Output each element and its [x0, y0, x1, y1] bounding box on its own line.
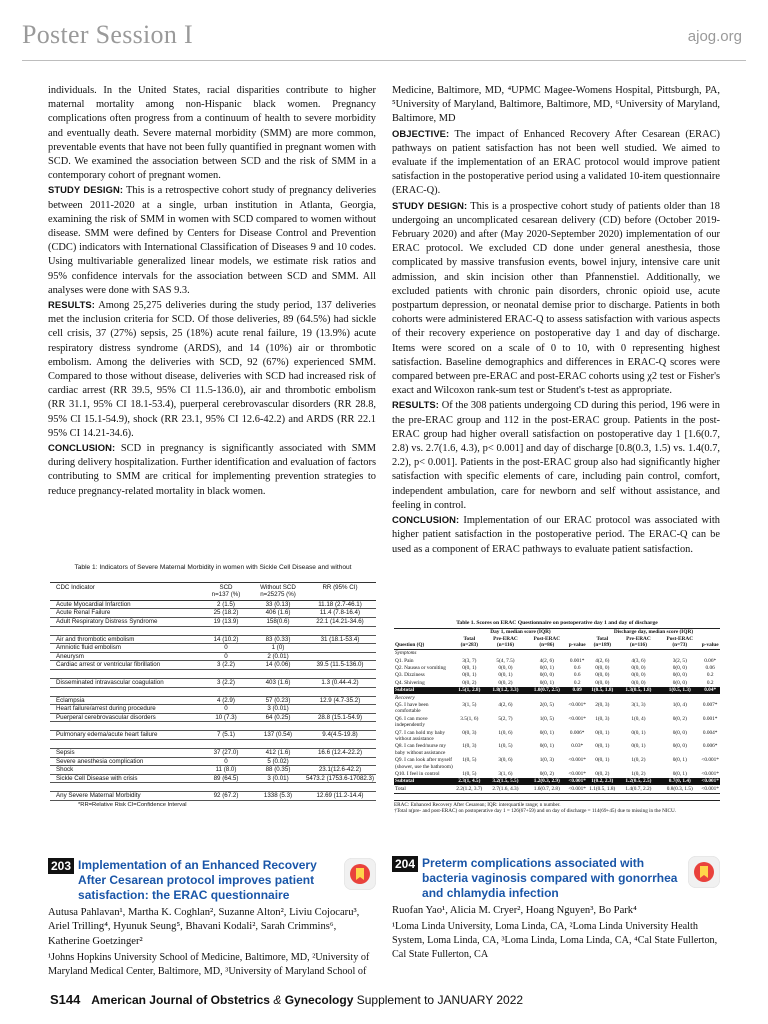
- table-cell-rr: 11.4 (7.8-16.4): [319, 609, 361, 617]
- table-cell-scd: 25 (18.2): [213, 609, 239, 617]
- table-cell-indicator: Adult Respiratory Distress Syndrome: [56, 617, 158, 625]
- table-cell-indicator: Pulmonary edema/acute heart failure: [56, 731, 158, 739]
- value-cell: 1(0.5, 1.8): [587, 687, 618, 694]
- value-cell: 3(3, 7): [462, 657, 477, 664]
- erac-table: [394, 628, 720, 793]
- table-cell-without: 158(0.6): [266, 617, 290, 625]
- header-column: Pre-ERAC (n=116): [493, 635, 518, 649]
- question-cell: Subtotal: [394, 687, 454, 694]
- right-column: [392, 84, 720, 557]
- table-cell-rr: 31 (18.1-53.4): [320, 635, 360, 643]
- table-row: [50, 678, 376, 688]
- value-cell: 1.1(0.5, 1.8): [589, 785, 616, 792]
- value-cell: 2(0, 5): [539, 701, 554, 708]
- affiliations-continued: Medicine, Baltimore, MD, ⁴UPMC Magee-Womens Hospital, Pittsburgh, PA, ⁵University of Maryland, Baltimore, Baltimore, MD, ⁶University of Maryland, Baltimore, MD: [392, 85, 720, 125]
- value-cell: <0.001*: [568, 785, 586, 792]
- conclusion-text: Implementation of our ERAC protocol was associated with higher patient satisfaction in the postoperative period. The ERAC-Q can be used as a component of ERAC pathways to evaluate patient satisfaction.: [392, 515, 720, 555]
- value-cell: 0.007*: [702, 701, 718, 708]
- value-cell: 0.7(0, 1.4): [659, 778, 700, 785]
- study-design-text: This is a retrospective cohort study of pregnancy deliveries between 2011-2020 at a single, urban institution in Atlanta, Georgia, examining the risk of SMM in women with SCD compared to women without disease. SMM were defined by Centers for Disease Control and Prevention (CDC) indicators with International Classification of Diseases 9 and 10 codes. Using multivariable generalized linear models, we estimate risk ratios and 95% confidence intervals for the association between SCD and SMM. All analyses were done with SAS 9.3.: [48, 185, 376, 296]
- question-cell: Q2. Nausea or vomiting: [395, 664, 446, 671]
- table-row: [394, 757, 720, 771]
- table-row: [50, 644, 376, 653]
- abstract-203-title-row: [48, 858, 376, 903]
- results-paragraph: [392, 398, 720, 513]
- value-cell: 0(0, 1): [539, 679, 554, 686]
- table-cell-indicator: Shock: [56, 766, 74, 774]
- table-cell-without: 3 (0.01): [267, 705, 289, 713]
- value-cell: 0.2: [706, 672, 714, 679]
- table-cell-rr: [304, 653, 376, 661]
- table-row: [394, 694, 720, 701]
- table-footnote: †Total n(pre- and post-ERAC) on postoperative day 1 = 126(67+59) and on day of discharge = 114(69+45) due to missing in the NICU.: [394, 808, 677, 815]
- table-row: [394, 687, 720, 694]
- value-cell: 0(0, 1): [595, 729, 610, 736]
- value-cell: 0(0, 3): [462, 729, 477, 736]
- question-cell: Total: [395, 785, 406, 792]
- value-cell: 0.001*: [569, 657, 585, 664]
- value-cell: 3.2(1.5, 5.5): [485, 778, 527, 785]
- table-cell-rr: 12.9 (4.7-35.2): [319, 696, 361, 704]
- header-column: Total (n=189): [593, 635, 611, 649]
- value-cell: <0.001*: [568, 757, 586, 764]
- value-cell: 3(2, 5): [672, 657, 687, 664]
- table-row: [394, 649, 720, 657]
- abstract-204-title-row: [392, 856, 720, 901]
- table-cell-indicator: Amniotic fluid embolism: [56, 644, 121, 652]
- value-cell: <0.001*: [568, 701, 586, 708]
- table-cell-without: 83 (0.33): [265, 635, 291, 643]
- header-question: Question (Q): [395, 642, 425, 649]
- value-cell: 1.4(0.7, 2.2): [625, 785, 652, 792]
- table-cell-indicator: Eclampsia: [56, 696, 85, 704]
- value-cell: 0(0, 1): [462, 664, 477, 671]
- header-column: Post-ERAC (n=73): [666, 635, 694, 649]
- value-cell: 0(0, 0): [631, 664, 646, 671]
- table-footnote: *RR=Relative Risk CI=Confidence Interval: [78, 801, 187, 808]
- value-cell: 4(3, 6): [631, 657, 646, 664]
- section-label: Recovery: [395, 694, 415, 701]
- value-cell: <0.001*: [568, 715, 586, 722]
- value-cell: 1(0, 3): [595, 715, 610, 722]
- table-cell-indicator: Air and thrombotic embolism: [56, 635, 135, 643]
- value-cell: 1(0, 4): [631, 715, 646, 722]
- abstract-203: [48, 858, 376, 979]
- value-cell: 3(1, 3): [631, 701, 646, 708]
- table-cell-indicator: Sepsis: [56, 748, 75, 756]
- table-caption: Table 1. Scores on ERAC Questionnaire on postoperative day 1 and day of discharge: [456, 620, 658, 626]
- header-divider: [22, 60, 746, 61]
- journal-name-end: Gynecology: [284, 993, 354, 1007]
- value-cell: 1(0, 5): [539, 715, 554, 722]
- table-row: [50, 609, 376, 618]
- table-cell-rr: [304, 705, 376, 713]
- results-text: Of the 308 patients undergoing CD during this period, 196 were in the pre-ERAC group and 112 in the post-ERAC group. Patients in the post-ERAC group had higher overall satisfaction on postoperative day 1 [1.6(0.7, 2.8) vs. 2.7(1.6, 4.3), p< 0.001] and day of discharge [0.8(0.3, 1.5) vs. 1.4(0.7, 2.2), p< 0.001]. Patients in the post-ERAC group also had significantly higher satisfaction with specific elements of care, including pain control, comfort, independent ambulation, care for newborn and self without assistance, and feeling in control.: [392, 400, 720, 511]
- value-cell: 0.001*: [702, 715, 718, 722]
- table-cell-scd: 0: [224, 652, 228, 660]
- value-cell: 0.006*: [702, 743, 718, 750]
- value-cell: 0(0, 0): [672, 679, 687, 686]
- value-cell: 1(0.5, 1.3): [659, 687, 700, 694]
- table-cell-scd: 14 (10.2): [213, 635, 239, 643]
- table-cell-rr: 9.4(4.5-19.8): [322, 731, 358, 739]
- table-row: [394, 701, 720, 715]
- study-design-text: This is a prospective cohort study of patients older than 18 undergoing an uncomplicated cesarean delivery (CD) before (October 2019-February 2020) and after (May 2020-September 2020) implementation of our ERAC protocol. We excluded CD done under general anesthesia, those complicated by massive transfusion events, bowel injury, intensive care unit admission, and skin incision other than Pfannenstiel. Additionally, we excluded patients with chronic pain disorders, chronic opioid use, acute postpartum depression, or neonatal demise prior to discharge. Patients in both cohorts were administered ERAC-Q to assess satisfaction with various aspects of their recovery experience on postoperative day 1 and day of discharge. Items were scored on a scale of 0 to 10, with 0 representing highest satisfaction. Baseline demographics and differences in ERAC-Q scores were compared between pre-ERAC and post-ERAC cohorts using χ2 test or Fisher's exact and Wilcoxon rank-sum test or Student's t-test as appropriate.: [392, 200, 720, 397]
- table-cell-indicator: Sickle Cell Disease with crisis: [56, 774, 138, 782]
- value-cell: 0(0, 0): [672, 672, 687, 679]
- value-cell: 0.6: [573, 672, 581, 679]
- header-column: Pre-ERAC (n=116): [626, 635, 651, 649]
- header-day1-group: Day 1, median score (IQR): [490, 629, 551, 636]
- table-row: [50, 696, 376, 706]
- question-cell: Q8. I can feed/nurse my baby without assistance: [395, 743, 447, 756]
- value-cell: 0(0, 1): [539, 743, 554, 750]
- table-row: [50, 758, 376, 767]
- question-cell: Q7. I can hold my baby without assistance: [395, 729, 446, 742]
- objective-label: OBJECTIVE:: [392, 127, 450, 139]
- table-cell-scd: 0: [224, 705, 228, 713]
- value-cell: 1.2(0.5, 2.5): [618, 778, 660, 785]
- value-cell: 0(0, 1): [539, 664, 554, 671]
- value-cell: 1.6(0.7, 2.8): [533, 785, 560, 792]
- table-row: [50, 748, 376, 758]
- value-cell: 0(0, 1): [462, 672, 477, 679]
- table-cell-rr: 5473.2 (1753.6-17082.3): [305, 774, 375, 782]
- value-cell: 0(0, 0): [631, 672, 646, 679]
- table-cell-indicator: Acute Renal Failure: [56, 609, 111, 617]
- table-footnote: ERAC: Enhanced Recovery After Cesarean; IQR: interquartile range; n number.: [394, 801, 561, 808]
- table-row: [394, 715, 720, 729]
- header-scd: SCD n=137 (%): [211, 583, 241, 599]
- table-cell-indicator: Heart failure/arrest during procedure: [56, 705, 156, 713]
- objective-text: The impact of Enhanced Recovery After Cesarean (ERAC) pathways on patient satisfaction has not been well studied. We aimed to evaluate if the implementation of an ERAC protocol would improve patient satisfaction in the postoperative period using a validated 10-item questionnaire (ERAC-Q).: [392, 128, 720, 197]
- abstract-affiliations: ¹Johns Hopkins University School of Medicine, Baltimore, MD, ²University of Maryland Medical Center, Baltimore, MD, ³University of Maryland School of: [48, 952, 370, 978]
- table-row: [50, 653, 376, 662]
- table-cell-rr: 22.1 (14.21-34.6): [316, 617, 364, 625]
- table-cell-scd: 2 (1.5): [217, 600, 235, 608]
- value-cell: 1.3(0.5, 1.8): [618, 687, 660, 694]
- abstract-authors: Ruofan Yao¹, Alicia M. Cryer², Hoang Nguyen³, Bo Park⁴: [392, 905, 637, 916]
- value-cell: 0(0, 1): [498, 672, 513, 679]
- table-cell-without: 412 (1.6): [265, 748, 291, 756]
- table-row: [50, 661, 376, 670]
- value-cell: 0(0, 1): [631, 743, 646, 750]
- table-cell-indicator: Disseminated intravascular coagulation: [56, 678, 164, 686]
- table-cell-without: 2 (0.01): [267, 652, 289, 660]
- study-design-paragraph: [392, 199, 720, 399]
- table-cell-without: 403 (1.6): [265, 678, 291, 686]
- value-cell: 2.2(1.2, 3.7): [456, 785, 483, 792]
- results-paragraph: [48, 298, 376, 441]
- table-cell-indicator: Severe anesthesia complication: [56, 757, 144, 765]
- table-cell-without: 5 (0.02): [267, 757, 289, 765]
- value-cell: 1(0, 3): [539, 757, 554, 764]
- value-cell: 0(0, 0): [595, 664, 610, 671]
- table-cell-scd: 37 (27.0): [213, 748, 239, 756]
- table-cell-scd: 19 (13.9): [213, 617, 239, 625]
- question-cell: Subtotal: [394, 778, 454, 785]
- value-cell: 2(0, 3): [595, 701, 610, 708]
- table-cell-rr: 28.8 (15.1-54.9): [317, 713, 363, 721]
- table-row: [50, 601, 376, 610]
- abstract-title-link[interactable]: Preterm complications associated with bacteria vaginosis compared with gonorrhea and chlamydia infection: [422, 856, 678, 900]
- value-cell: 1.0(0.7, 2.5): [526, 687, 567, 694]
- value-cell: 5(2, 7): [498, 715, 513, 722]
- question-cell: Q4. Shivering: [395, 679, 425, 686]
- conclusion-label: CONCLUSION:: [392, 514, 460, 526]
- value-cell: 0(0, 2): [595, 771, 610, 778]
- table-cell-rr: [304, 758, 376, 766]
- table-cell-indicator: Any Severe Maternal Morbidity: [56, 792, 141, 800]
- results-label: RESULTS:: [392, 399, 439, 411]
- value-cell: 1(0, 5): [498, 743, 513, 750]
- table-cell-without: 1338 (5.3): [263, 792, 293, 800]
- value-cell: <0.001*: [568, 778, 586, 785]
- question-cell: Q3. Dizziness: [395, 672, 425, 679]
- journal-site[interactable]: ajog.org: [687, 28, 742, 45]
- table-cell-without: 1 (0): [271, 644, 285, 652]
- table-row: [50, 791, 376, 801]
- table-cell-rr: 39.5 (11.5-136.0): [316, 661, 364, 669]
- table-cell-indicator: Aneurysm: [56, 652, 84, 660]
- table-row: [394, 679, 720, 686]
- section-label: Symptoms: [395, 650, 417, 657]
- header-indicator: CDC Indicator: [56, 583, 95, 591]
- question-cell: Q9. I can look after myself (shower, use the bathroom): [395, 757, 453, 770]
- header-column: Total (n=283): [460, 635, 479, 649]
- table-cell-scd: 3 (2.2): [217, 661, 235, 669]
- page-footer: [50, 992, 523, 1007]
- value-cell: 1.5(1, 2.8): [454, 687, 485, 694]
- value-cell: 1(0, 4): [672, 701, 687, 708]
- value-cell: 0(0, 1): [539, 729, 554, 736]
- table-row: [50, 714, 376, 723]
- table-cell-scd: 10 (7.3): [215, 713, 237, 721]
- value-cell: 0.004*: [702, 729, 718, 736]
- value-cell: 0(0, 2): [672, 715, 687, 722]
- conclusion-label: CONCLUSION:: [48, 442, 116, 454]
- table-row: [394, 778, 720, 785]
- question-cell: Q5. I have been comfortable: [395, 701, 429, 715]
- table-cell-scd: 0: [224, 757, 228, 765]
- abstract-number: 204: [392, 856, 418, 872]
- value-cell: 3(1, 5): [462, 701, 477, 708]
- conclusion-paragraph: [48, 441, 376, 499]
- value-cell: <0.001*: [701, 785, 719, 792]
- value-cell: 1(0, 3): [462, 743, 477, 750]
- running-header-title: Poster Session I: [22, 20, 193, 49]
- abstract-title-link[interactable]: Implementation of an Enhanced Recovery After Cesarean protocol improves patient satisfaction: the ERAC questionnaire: [78, 858, 317, 902]
- value-cell: 3(0, 6): [498, 757, 513, 764]
- table-cell-indicator: Cardiac arrest or ventricular fibrillation: [56, 661, 161, 669]
- objective-paragraph: [392, 127, 720, 199]
- conclusion-text: SCD in pregnancy is significantly associated with SMM during delivery hospitalization. Further identification and evaluation of factors contributing to SMM are critical for implementing prevention strategies to reduce pregnancy-related mortality in black women.: [48, 443, 376, 497]
- table-caption: Table 1: Indicators of Severe Maternal Morbidity in women with Sickle Cell Disease and without: [74, 564, 352, 571]
- table-cell-rr: [304, 644, 376, 652]
- table-row: [394, 664, 720, 671]
- journal-ampersand: &: [273, 993, 282, 1007]
- table-row: [50, 730, 376, 740]
- value-cell: 0(0, 1): [595, 757, 610, 764]
- table-cell-scd: 11 (8.0): [215, 766, 237, 774]
- table-cell-without: 88 (0.35): [265, 766, 291, 774]
- table-cell-rr: 16.6 (12.4-22.2): [317, 748, 363, 756]
- value-cell: 0(0, 2): [462, 679, 477, 686]
- value-cell: <0.001*: [701, 757, 719, 764]
- table-body: [50, 601, 376, 801]
- value-cell: 0(0, 2): [539, 771, 554, 778]
- value-cell: 0.03*: [571, 743, 584, 750]
- value-cell: 1(0, 5): [462, 757, 477, 764]
- header-column: p-value: [701, 642, 719, 649]
- table-cell-rr: 11.18 (2.7-46.1): [318, 600, 362, 608]
- value-cell: 0(0, 0): [672, 729, 687, 736]
- question-cell: Q10. I feel in control: [395, 771, 440, 778]
- value-cell: 0(0, 1): [595, 743, 610, 750]
- value-cell: 0(0, 0): [595, 679, 610, 686]
- value-cell: 2.3(1, 4.5): [454, 778, 485, 785]
- table-cell-without: 406 (1.6): [265, 609, 291, 617]
- table-cell-without: 3 (0.01): [267, 774, 289, 782]
- conclusion-paragraph: [392, 513, 720, 557]
- table-row: [50, 766, 376, 775]
- abstract-204: [392, 856, 720, 962]
- header-column: p-value: [568, 642, 586, 649]
- value-cell: 0(0, 0): [672, 664, 687, 671]
- table-header-row: [50, 582, 376, 601]
- value-cell: 1(0, 5): [462, 771, 477, 778]
- bookmark-badge-icon[interactable]: [344, 858, 376, 890]
- question-cell: Q6. I can move independently: [395, 715, 428, 729]
- value-cell: 0.2: [573, 679, 581, 686]
- table-smm-indicators: [50, 564, 376, 809]
- table-cell-without: 57 (0.23): [265, 696, 291, 704]
- study-design-label: STUDY DESIGN:: [48, 184, 124, 196]
- value-cell: 0(0, 1): [631, 729, 646, 736]
- table-row: [394, 657, 720, 664]
- value-cell: 4(2, 6): [498, 701, 513, 708]
- table-cell-scd: 4 (2.9): [217, 696, 235, 704]
- value-cell: 1(0.2, 2.3): [587, 778, 618, 785]
- value-cell: 0.006*: [569, 729, 585, 736]
- results-text: Among 25,275 deliveries during the study period, 137 deliveries met the inclusion criteria for SCD. Of those deliveries, 89 (64.5%) had sickle cell crisis, 37 (27%) sepsis, 25 (18%) acute renal failure, 19 (13.9%) acute respiratory distress syndrome (ARDS), and 14 (10%) air or thrombotic embolism. Among the deliveries with SCD, 92 (67%) experienced SMM. Compared to those without disease, deliveries with SCD had increased risk of cardiac arrest (RR 39.5, 95% CI 11.5-136.0), air and thrombotic embolism (RR 31.1, 95% CI 18.1-53.4), puerperal cerebrovascular disorders (RR 28.8, 95% CI 15.1-54.9), shock (RR 23.1, 95% CI 12.6-42.2) and ARDS (RR 22.1 95% CI 14.21-34.6).: [48, 300, 376, 439]
- study-design-paragraph: [48, 183, 376, 298]
- table-cell-without: 137 (0.54): [263, 731, 293, 739]
- table-row: [394, 785, 720, 793]
- intro-paragraph: individuals. In the United States, racial disparities contribute to higher maternal mortality among non-Hispanic black women. Pregnancy complications often progress from a continuum of health to severe morbidity and eventually death. Severe maternal morbidity (SMM) are more common, preventable events that have not been fully quantified in pregnant women with SCD. We examined the association between SCD and the risk of SMM in a contemporary cohort of pregnant women.: [48, 85, 376, 182]
- table-cell-without: 33 (0.13): [265, 600, 291, 608]
- table-cell-without: 14 (0.06): [265, 661, 291, 669]
- table-cell-rr: 12.69 (11.2-14.4): [316, 792, 364, 800]
- table-footnotes: [394, 800, 720, 815]
- abstract-affiliations: ¹Loma Linda University, Loma Linda, CA, ²Loma Linda University Health System, Loma Linda, CA, ³Loma Linda, Loma Linda, CA, ⁴Cal State Fullerton, Cal State Fullerton, CA: [392, 921, 718, 960]
- value-cell: 3.5(1, 6): [460, 715, 479, 722]
- value-cell: 3(1, 6): [498, 771, 513, 778]
- table-cell-indicator: Acute Myocardial Infarction: [56, 600, 131, 608]
- value-cell: 4(2, 6): [595, 657, 610, 664]
- supplement-label: Supplement to JANUARY 2022: [356, 993, 524, 1007]
- value-cell: 5(4, 7.5): [496, 657, 515, 664]
- journal-name: American Journal of Obstetrics: [91, 993, 270, 1007]
- table-cell-scd: 0: [224, 644, 228, 652]
- table-cell-scd: 3 (2.2): [217, 678, 235, 686]
- table-cell-indicator: Puerperal cerebrovascular disorders: [56, 713, 156, 721]
- table-erac-scores: [394, 620, 720, 815]
- table-row: [394, 729, 720, 743]
- value-cell: 1.8(1.2, 3.3): [485, 687, 527, 694]
- study-design-label: STUDY DESIGN:: [392, 199, 468, 211]
- value-cell: 0.06: [705, 664, 715, 671]
- value-cell: 0.06*: [704, 657, 717, 664]
- value-cell: 0(0, 0): [539, 672, 554, 679]
- value-cell: 1.2(0.3, 2.9): [526, 778, 567, 785]
- header-discharge-group: Discharge day, median score (IQR): [613, 629, 694, 636]
- header-rr: RR (95% CI): [322, 583, 358, 591]
- table-row: [50, 775, 376, 784]
- results-label: RESULTS:: [48, 299, 95, 311]
- value-cell: 0(0, 1): [672, 757, 687, 764]
- value-cell: 4(2, 6): [539, 657, 554, 664]
- left-column: [48, 84, 376, 499]
- value-cell: 1(0, 2): [631, 771, 646, 778]
- value-cell: 0(0, 0): [631, 679, 646, 686]
- value-cell: 0.04*: [700, 687, 720, 694]
- value-cell: 0(0, 1): [672, 771, 687, 778]
- table-row: [50, 705, 376, 714]
- table-cell-rr: 1.3 (0.44-4.2): [321, 678, 359, 686]
- table-cell-without: 64 (0.25): [265, 713, 291, 721]
- value-cell: <0.001*: [701, 778, 719, 785]
- value-cell: 1(0, 2): [631, 757, 646, 764]
- table-row: [394, 743, 720, 757]
- value-cell: <0.001*: [568, 771, 586, 778]
- value-cell: <0.001*: [701, 771, 719, 778]
- table-row: [50, 618, 376, 627]
- table-cell-scd: 92 (67.2): [213, 792, 239, 800]
- page-number: S144: [50, 992, 81, 1007]
- table-row: [50, 635, 376, 645]
- value-cell: 0.2: [706, 679, 714, 686]
- header-column: Post-ERAC (n=86): [533, 635, 561, 649]
- abstract-number: 203: [48, 858, 74, 874]
- value-cell: 0(0, 0): [595, 672, 610, 679]
- table-row: [394, 771, 720, 778]
- value-cell: 0(0, 2): [498, 679, 513, 686]
- abstract-authors: Autusa Pahlavan¹, Martha K. Coghlan², Suzanne Alton², Liviu Cojocaru³, Ariel Trilling⁴, Hyunuk Seung⁵, Bhavani Kodali², Sarah Crimmins⁶, Katherine Goetzinger²: [48, 907, 360, 947]
- header-without-scd: Without SCD n=25275 (%): [260, 583, 296, 599]
- table-cell-rr: 23.1(12.6-42.2): [318, 766, 362, 774]
- value-cell: 1(0, 6): [498, 729, 513, 736]
- table-cell-scd: 89 (64.5): [213, 774, 239, 782]
- value-cell: 0(0, 0): [672, 743, 687, 750]
- value-cell: 0.09: [567, 687, 587, 694]
- bookmark-badge-icon[interactable]: [688, 856, 720, 888]
- value-cell: 0.6: [573, 664, 581, 671]
- value-cell: 0(0, 0): [498, 664, 513, 671]
- table-cell-scd: 7 (5.1): [217, 731, 235, 739]
- table-row: [394, 672, 720, 679]
- value-cell: 0.8(0.3, 1.5): [666, 785, 693, 792]
- question-cell: Q1. Pain: [395, 657, 414, 664]
- value-cell: 2.7(1.6, 4.3): [492, 785, 519, 792]
